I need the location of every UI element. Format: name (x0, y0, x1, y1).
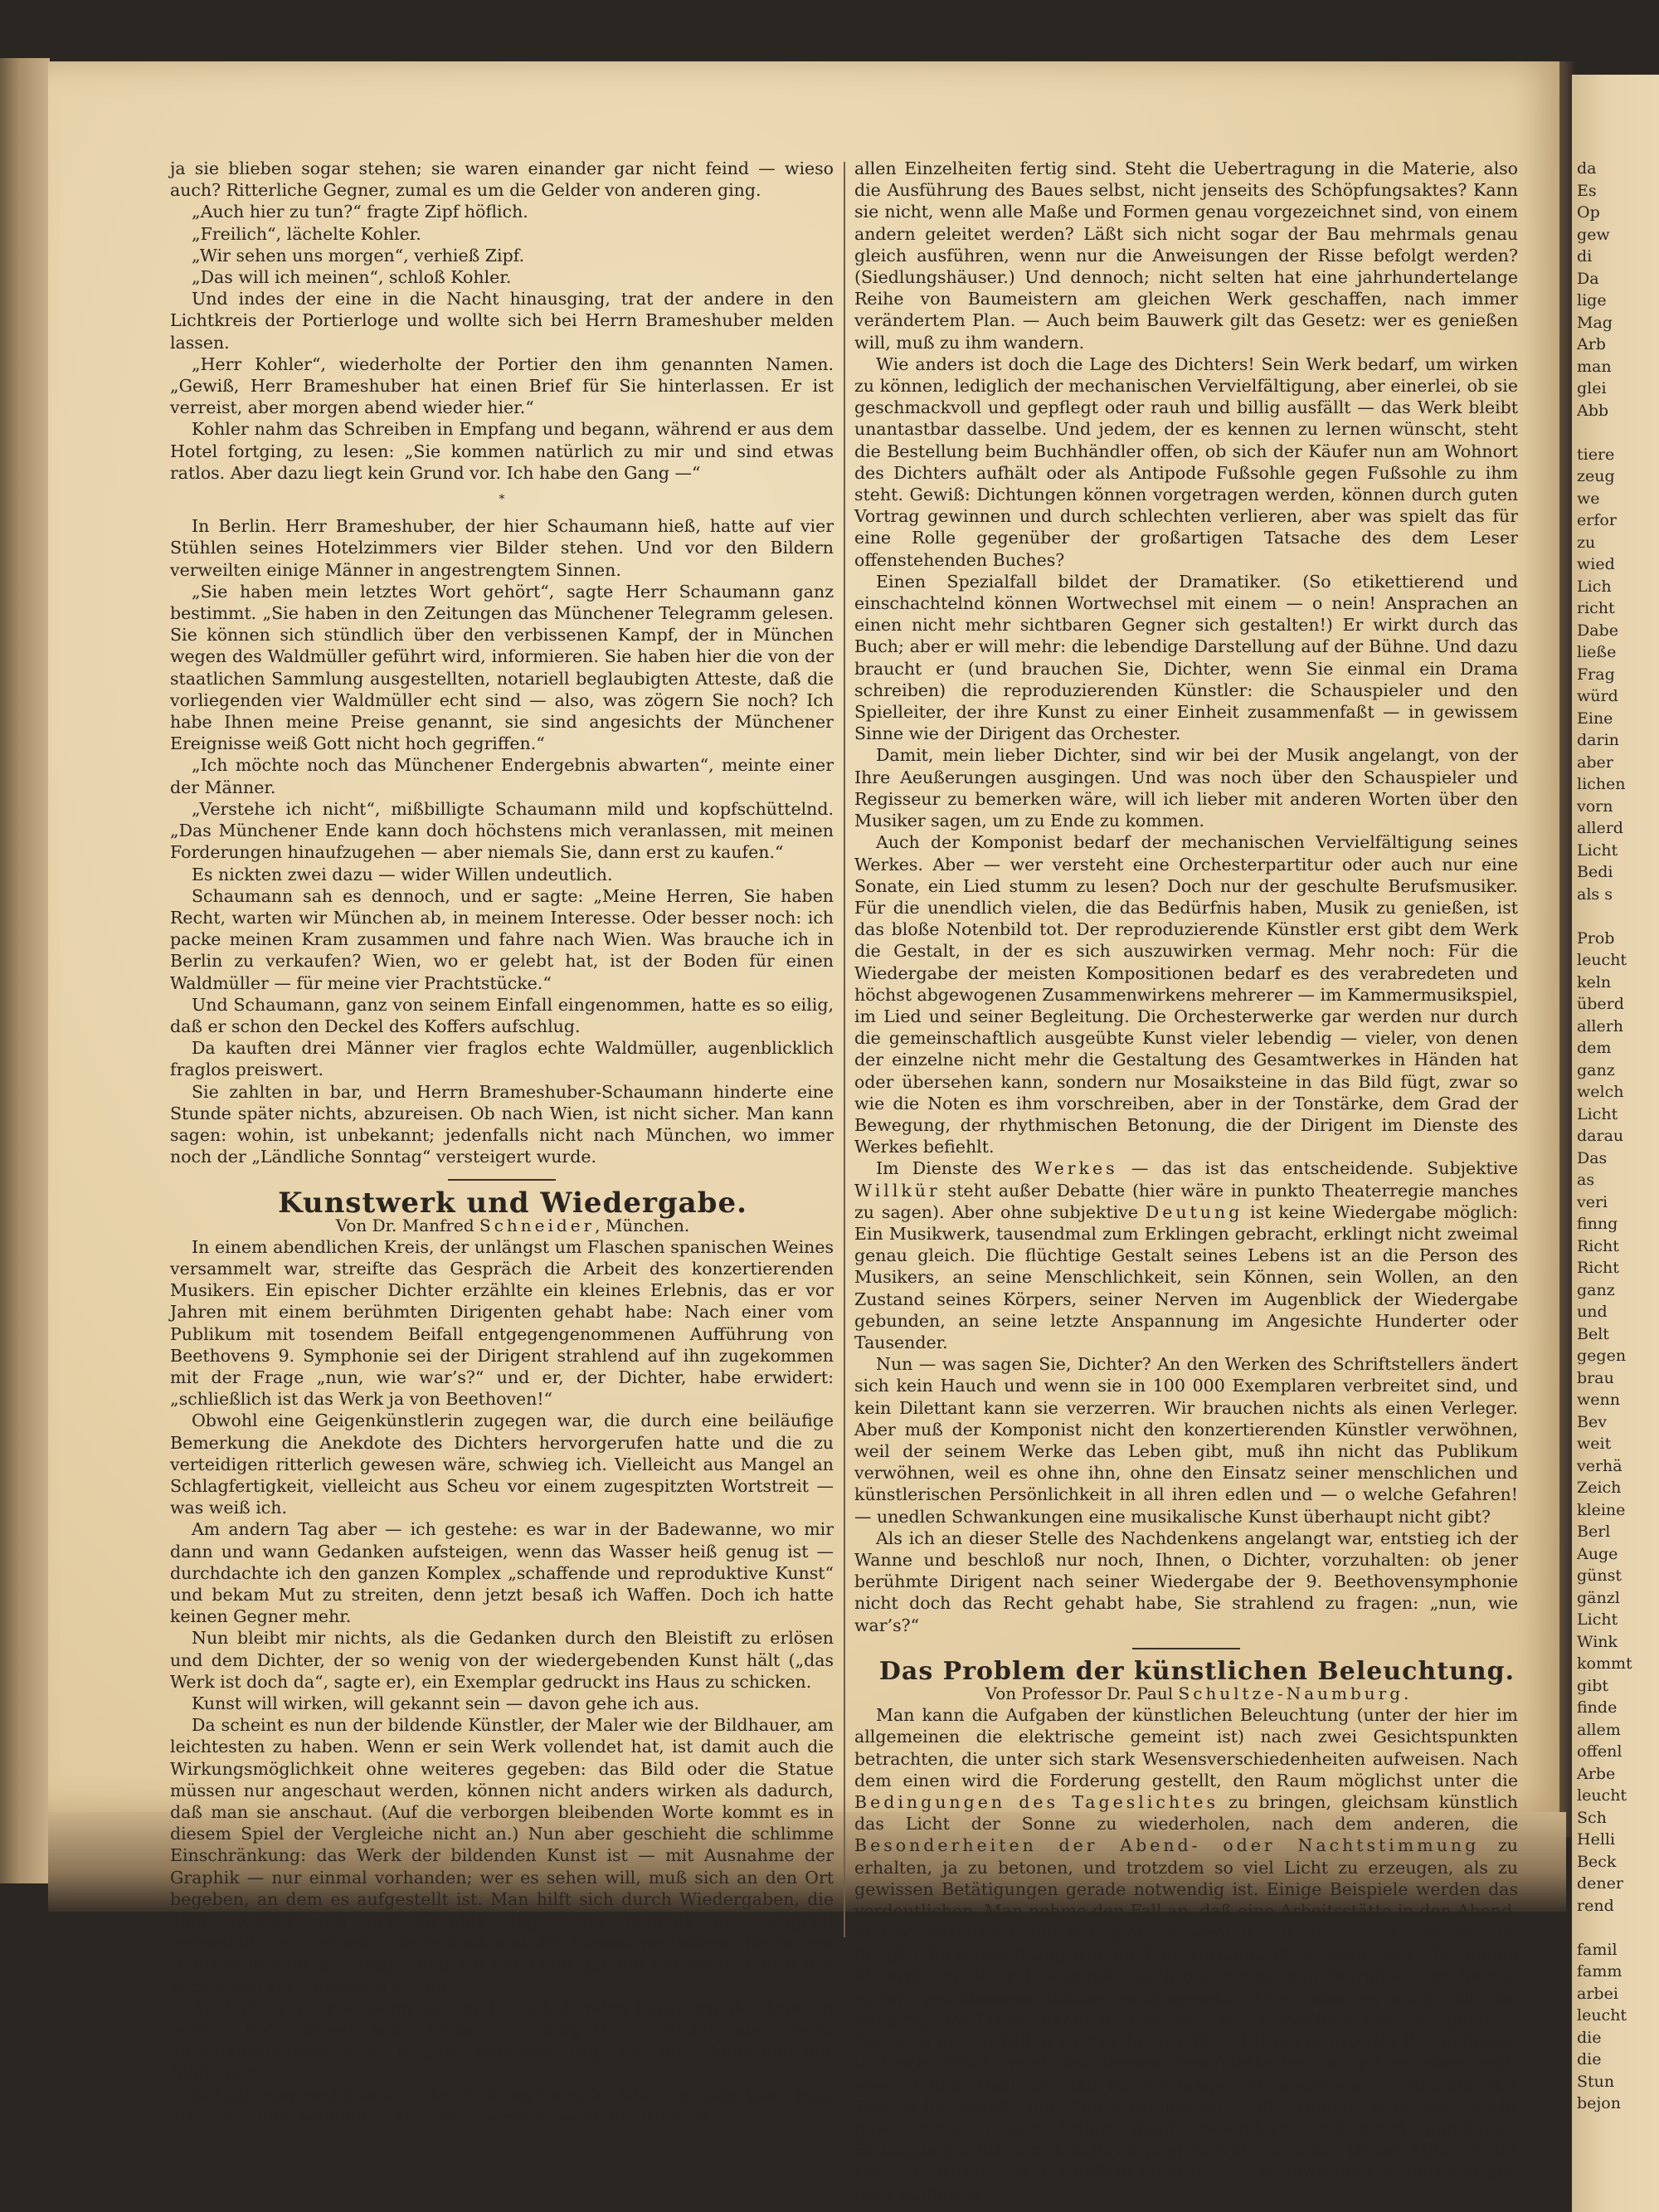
next-page-line: Eine (1577, 709, 1613, 728)
article-paragraph: Am andern Tag aber — ich gestehe: es war in der Badewanne, wo mir dann und wann Gedanken aufsteigen, wenn das Wasser heiß genug ist — durchdachte ich den ganzen Komplex „schaffende und reproduktive Kunst“ und bekam Mut zu streiten, denn jetzt besaß ich Waffen. Doch ich hatte keinen Gegner mehr. (170, 1519, 834, 1627)
next-page-line: Mag (1577, 313, 1613, 332)
byline-prefix: Von Dr. Manfred (335, 1215, 479, 1235)
article-paragraph: „Wir sehen uns morgen“, verhieß Zipf. (192, 245, 525, 266)
article-paragraph: „Freilich“, lächelte Kohler. (192, 223, 421, 244)
left-column (170, 158, 834, 2127)
article-paragraph: Im Dienste des Werkes — das ist das entscheidende. Subjektive Willkür steht außer Debatte (hier wäre in punkto Theaterregie manches zu sagen). Aber ohne subjektive Deutung ist keine Wiedergabe möglich: Ein Musikwerk, tausendmal zum Erklingen gebracht, erklingt nicht zweimal genau gleich. Die flüchtige Gestalt seines Lebens ist an die Person des Musikers, an seine Menschlichkeit, sein Können, sein Wollen, an den Zustand seines Körpers, seiner Nerven im Augenblick der Wiedergabe gebunden, an seine letzte Anspannung im Angesichte Hunderter oder Tausender. (854, 1158, 1519, 1352)
next-page-line: brau (1577, 1368, 1614, 1387)
author-name: Schneider (479, 1215, 596, 1235)
next-page-line: Auge (1577, 1544, 1618, 1563)
next-page-line: Licht (1577, 840, 1618, 860)
byline-suffix: , München. (595, 1215, 690, 1235)
article-paragraph: „Herr Kohler“, wiederholte der Portier den ihm genannten Namen. „Gewiß, Herr Brameshuber hat einen Brief für Sie hinterlassen. Er ist verreist, aber morgen abend wieder hier.“ (170, 353, 834, 418)
next-page-line: Zeich (1577, 1479, 1622, 1497)
next-page-line: aber (1577, 753, 1613, 772)
next-page-line: die (1577, 2028, 1602, 2047)
story-section (170, 515, 834, 1167)
next-page-line: leucht (1577, 951, 1627, 969)
next-page-line: Arbe (1577, 1764, 1616, 1783)
next-page-line: allem (1577, 1720, 1621, 1739)
article-body-kunstwerk (170, 1236, 834, 2127)
next-page-line: vorn (1577, 797, 1613, 816)
next-page-line: Das (1577, 1148, 1608, 1167)
next-page-line: finng (1577, 1215, 1618, 1233)
next-page-line: Prob (1577, 928, 1615, 948)
article-paragraph: Auch der Komponist bedarf der mechanischen Vervielfältigung seines Werkes. Aber — wer versteht eine Orchesterpartitur oder auch nur eine Sonate, ein Lied stumm zu lesen? Doch nur der geschulte Berufsmusiker. Für die unendlich vielen, die das Bedürfnis haben, Musik zu genießen, ist das bloße Notenbild tot. Der reproduzierende Künstler erst gibt dem Werk die Gestalt, in der es sich auszuwirken vermag. Mehr noch: Für die Wiedergabe der meisten Kompositionen bedarf es des verabredeten und höchst abgewogenen Zusammenwirkens mehrerer — im Kammermusikspiel, im Lied und seiner Begleitung. Die Orchesterwerke gar werden nur durch die gemeinschaftlich ausgeübte Kunst vieler lebendig — vieler, von denen der einzelne nicht mehr die Gestaltung des Gesamtwerkes in Händen hat oder übersehen kann, sondern nur Mosaiksteine in das Bild fügt, zwar so wie die Noten es ihm vorschreiben, aber in der Tonstärke, dem Grad der Bewegung, der rhythmischen Betonung, die der Dirigent im Dienste des Werkes befiehlt. (854, 832, 1518, 1157)
article-divider (448, 1179, 556, 1181)
next-page-line (1577, 421, 1659, 444)
next-page-line: darau (1577, 1127, 1624, 1145)
article-paragraph: Wie anders ist doch die Lage des Dichters! Sein Werk bedarf, um wirken zu können, lediglich der mechanischen Vervielfältigung, aber einerlei, ob sie geschmackvoll und gepflegt oder rauh und billig ausfällt — das Werk bleibt unantastbar dasselbe. Und jedem, der es kennen zu lernen wünscht, steht die Bestellung beim Buchhändler offen, ob sich der Käufer nun am Wohnort des Dichters aufhält oder als Antipode Fußsohle gegen Fußsohle zu ihm steht. Gewiß: Dichtungen können vorgetragen werden, können durch guten Vortrag gewinnen und durch schlechten verlieren, aber was spielt das für eine Rolle gegenüber der großartigen Tatsache des dem Leser offenstehenden Buches? (854, 353, 1518, 570)
article-paragraph: „Ich möchte noch das Münchener Endergebnis abwarten“, meinte einer der Männer. (170, 755, 834, 797)
next-page-line: Helli (1577, 1830, 1616, 1849)
story-continuation (170, 158, 834, 484)
next-page-line: Wink (1577, 1632, 1618, 1651)
next-page-line: welch (1577, 1083, 1624, 1101)
next-page-line: richt (1577, 599, 1615, 617)
next-page-line: und (1577, 1303, 1608, 1321)
article-title-kunstwerk: Kunstwerk und Wiedergabe. (278, 1186, 747, 1220)
article-byline-beleuchtung: Von Professor Dr. Paul Schultze-Naumburg. (985, 1683, 1409, 1704)
next-page-line: famm (1577, 1962, 1623, 1981)
next-page-text (1572, 75, 1659, 2115)
next-page-line: bejon (1577, 2094, 1621, 2112)
next-page-line: die (1577, 2050, 1602, 2068)
column-divider (844, 162, 845, 1937)
article-paragraph: Man kann die Aufgaben der künstlichen Beleuchtung (unter der hier im allgemeinen die elektrische gemeint ist) nach zwei Gesichtspunkten betrachten, die unter sich stark Wesensverschiedenheiten aufweisen. Nach dem einen wird die Forderung gestellt, den Raum möglichst unter die Bedingungen des Tageslichtes zu bringen, gleichsam künstlich das Licht der Sonne zu wiederholen, nach dem anderen, die Besonderheiten der Abend- oder Nachtstimmung zu erhalten, ja zu betonen, und trotzdem so viel Licht zu erzeugen, als zu gewissen Betätigungen gerade notwendig ist. Einige Beispiele werden das verdeutlichen. Man nehme den Fall an, daß eine Arbeitsstätte in den Abend- und Nachtzeiten benutzbar gemacht werden soll, und der Arbeitsvorgang die gleiche Beleuchtung wie am Tage verlangt. Dies könnte etwa bei einem Maleratelier der Fall sein oder auch bei technischen Betrieben. Bei beiden wären geschlossene Räume vorausgesetzt. Oder aber es kann sich um Vorgänge im Freien handeln, also etwa das Beleuchten eines Bauplatzes. Bei allen diesen Fällen ist das Tageslicht selbst die günstigste Beleuchtung, und sein Ersatz wird also dessen Besonderheiten, so gut es eben geht, wiederholen. Dadurch, daß bei Vorgängen in geschlossenen Räumen das Tageslicht durch die Fensteröffnungen fällt, richtet man das Licht gewissermaßen und bringt damit besondere und meist günstigere Bedingungen für den Arbeitsvorgang hervor, als unter freiem Himmel der Fall sein würde, wo das diffuse Licht die Schattenwirkung beeinträchtigen oder aufheben, (854, 1705, 1519, 2204)
next-page-line: Berl (1577, 1523, 1611, 1541)
article-paragraph: Nun bleibt mir nichts, als die Gedanken durch den Bleistift zu erlösen und dem Dichter, der so wenig von der wiedergebenden Kunst hält („das Werk ist doch da“, sagte er), ein Exemplar gedruckt ins Haus zu schicken. (170, 1628, 834, 1692)
next-page-line: Belt (1577, 1324, 1609, 1343)
next-page-line: als s (1577, 884, 1613, 904)
next-page-line: verhä (1577, 1456, 1623, 1475)
article-paragraph: Da kauften drei Männer vier fraglos echte Waldmüller, augenblicklich fraglos preiswert. (170, 1038, 834, 1080)
article-paragraph: Sie zahlten in bar, und Herrn Brameshuber-Schaumann hinderte eine Stunde später nichts, abzureisen. Ob nach Wien, ist nicht sicher. Man kann sagen: wohin, ist unbekannt; jedenfalls nicht nach München, wo immer noch der „Ländliche Sonntag“ versteigert wurde. (170, 1081, 834, 1167)
article-paragraph: Damit, mein lieber Dichter, sind wir bei der Musik angelangt, von der Ihre Aeußerungen ausgingen. Und was noch über den Schauspieler und Regisseur zu bemerken wäre, will ich lieber mit anderen Worten über den Musiker sagen, um zu Ende zu kommen. (854, 745, 1518, 831)
next-page-line: überd (1577, 995, 1624, 1013)
next-page-line: ganz (1577, 1280, 1615, 1299)
article-paragraph: „Das will ich meinen“, schloß Kohler. (192, 267, 512, 288)
next-page-line: Da (1577, 269, 1599, 288)
article-paragraph: Als ich an dieser Stelle des Nachdenkens angelangt war, entstieg ich der Wanne und beschloß nur noch, Ihnen, o Dichter, vorzuhalten: ob jener berühmte Dirigent nach seiner Wiedergabe der 9. Beethovensymphonie nicht doch das Recht gehabt habe, Sie strahlend zu fragen: „nun, wie war’s?“ (854, 1527, 1518, 1635)
next-page-line: erfor (1577, 511, 1617, 529)
article-paragraph: „Auch hier zu tun?“ fragte Zipf höflich. (192, 202, 528, 222)
next-page-line: Bedi (1577, 863, 1613, 881)
next-page-line: Bev (1577, 1412, 1607, 1431)
next-page-line: wenn (1577, 1391, 1620, 1409)
next-page-line: finde (1577, 1698, 1618, 1717)
next-page-line: zu (1577, 533, 1596, 552)
article-paragraph: Nun — was sagen Sie, Dichter? An den Werken des Schriftstellers ändert sich kein Hauch und wenn sie in 100 000 Exemplaren verbreitet sind, und kein Dilettant kann sie verzerren. Wir brauchen nichts als einen Verleger. Aber muß der Komponist nicht den konzertierenden Künstler verwöhnen, weil der seinem Werke das Leben gibt, muß ihn nicht das Publikum verwöhnen, weil es ohne ihn, ohne den Einsatz seiner menschlichen und künstlerischen Persönlichkeit in all ihren edlen und — o welche Gefahren! — unedlen Schwankungen eine musikalische Kunst überhaupt nicht gibt? (854, 1354, 1518, 1527)
next-page-line: di (1577, 247, 1593, 266)
next-page-line: zeug (1577, 467, 1615, 485)
article-paragraph: Schwieriger gestaltet sich das Problem beim Architekten. Sein Werk muß als in der Idee vollendet angesehen werden, wenn die Risse in (170, 2084, 834, 2127)
article-paragraph: Und Schaumann, ganz von seinem Einfall eingenommen, hatte es so eilig, daß er schon den Deckel des Koffers aufschlug. (170, 994, 834, 1036)
next-page-line: leucht (1577, 1786, 1627, 1805)
next-page-line: Abb (1577, 401, 1609, 420)
article-paragraph: Obwohl eine Geigenkünstlerin zugegen war, die durch eine beiläufige Bemerkung die Anekdote des Dichters hervorgerufen hatte und die zu verteidigen ritterlich gewesen wäre, schwieg ich. Vielleicht aus Mangel an Schlagfertigkeit, vielleicht aus Scheu vor einem zugespitzten Wortstreit — was weiß ich. (170, 1411, 834, 1518)
next-page-line: würd (1577, 687, 1618, 705)
article-paragraph: Kunst will wirken, will gekannt sein — davon gehe ich aus. (192, 1693, 700, 1714)
next-page-line: Licht (1577, 1104, 1618, 1123)
article-divider (1132, 1648, 1240, 1649)
next-page-line: kleine (1577, 1500, 1626, 1519)
next-page-line: Richt (1577, 1259, 1619, 1277)
next-page-line: dem (1577, 1039, 1612, 1057)
next-page-line: man (1577, 357, 1612, 376)
next-page-line: leucht (1577, 2006, 1627, 2024)
next-page-line: Es (1577, 181, 1597, 200)
next-page-line: lige (1577, 291, 1607, 309)
next-page-line: allerd (1577, 819, 1623, 837)
next-page-line: Lich (1577, 577, 1612, 596)
book-edge (0, 58, 50, 1883)
next-page-line: ließe (1577, 643, 1617, 661)
next-page-line: as (1577, 1171, 1595, 1189)
article-paragraph: In einem abendlichen Kreis, der unlängst um Flaschen spanischen Weines versammelt war, streifte das Gespräch die Arbeit des konzertierenden Musikers. Ein epischer Dichter erzählte ein kleines Erlebnis, das er vor Jahren mit einem berühmten Dirigenten gehabt habe: Nach einer vom Publikum mit tosendem Beifall entgegengenommenen Aufführung von Beethovens 9. Symphonie sei der Dirigent strahlend auf ihn zugekommen mit der Frage „nun, wie war’s?“ und er, der Dichter, habe erwidert: „schließlich ist das Werk ja von Beethoven!“ (170, 1236, 834, 1410)
next-page-line: Richt (1577, 1236, 1619, 1255)
next-page-line: Op (1577, 203, 1600, 222)
next-page-line: veri (1577, 1192, 1608, 1211)
next-page-line: Frag (1577, 665, 1615, 684)
article-paragraph: Einen Spezialfall bildet der Dramatiker. (So etikettierend und einschachtelnd können Wortwechsel mit einem — o nein! Ansprachen an einen nicht mehr sichtbaren Gegner sich gestalten!) Er wirkt durch das Buch; aber er will mehr: die lebendige Darstellung auf der Bühne. Und dazu braucht er (und brauchen Sie, Dichter, wenn Sie einmal ein Drama schreiben) die reproduzierenden Künstler: die Schauspieler und den Spielleiter, der ihre Kunst zu einer Einheit zusammenfaßt — in gewissem Sinne wie der Dirigent das Orchester. (854, 571, 1518, 744)
next-page-line: gibt (1577, 1676, 1609, 1695)
next-page-line: ganz (1577, 1060, 1615, 1079)
next-page-line: famil (1577, 1940, 1618, 1959)
right-column (854, 158, 1518, 2205)
article-paragraph: Es nickten zwei dazu — wider Willen undeutlich. (192, 864, 613, 884)
next-page-line: arbei (1577, 1984, 1618, 2003)
next-page-line: Stun (1577, 2072, 1615, 2091)
next-page-line: we (1577, 489, 1600, 508)
article-paragraph: Auch der Tänzer — wenn wir ihn den schaffenden Künstlern gleichstellen wollen (er vermag kein bleibendes, körperlich feststehendes Werk hervorzubringen!) — ist in ganz ähnlicher Lage wie der Maler und der Bildhauer. (170, 1997, 834, 2083)
section-separator: * (499, 493, 505, 507)
next-page-line: allerh (1577, 1016, 1624, 1035)
article-paragraph: In Berlin. Herr Brameshuber, der hier Schaumann hieß, hatte auf vier Stühlen seines Hotelzimmers vier Bilder stehen. Und vor den Bildern verweilten einige Männer in angestrengtem Sinnen. (170, 516, 834, 580)
next-page-line: lichen (1577, 775, 1626, 793)
next-page-line (1577, 905, 1659, 928)
next-page-line: glei (1577, 379, 1607, 397)
article-paragraph: „Sie haben mein letztes Wort gehört“, sagte Herr Schaumann ganz bestimmt. „Sie haben in den Zeitungen das Münchener Telegramm gelesen. Sie können sich stündlich über den verbissenen Kampf, der in München wegen des Waldmüller geführt wird, informieren. Sie haben hier die von der staatlichen Sammlung ausgestellten, notariell beglaubigten Atteste, daß die vorliegenden vier Waldmüller echt sind — also, was zögern Sie noch? Ich habe Ihnen meine Preise genannt, sie sind angesichts der Münchener Ereignisse weiß Gott nicht hoch gegriffen.“ (170, 581, 834, 754)
next-page-line: Licht (1577, 1610, 1618, 1629)
next-page-fragment (1572, 75, 1659, 2212)
article-title-beleuchtung: Das Problem der künstlichen Beleuchtung. (878, 1656, 1515, 1686)
next-page-line: wied (1577, 555, 1615, 573)
article-paragraph: Da scheint es nun der bildende Künstler, der Maler wie der Bildhauer, am leichtesten zu haben. Wenn er sein Werk vollendet hat, ist damit auch die Wirkungsmöglichkeit ohne weiteres gegeben: das Bild oder die Statue müssen nur angeschaut werden, können nicht anders wirken als dadurch, daß man sie anschaut. (Auf die verborgen bleibenden Worte kommt es in diesem Spiel der Vergleiche nicht an.) Nun aber geschieht die schlimme Einschränkung: das Werk der bildenden Kunst ist — mit Ausnahme der Graphik — nur einmal vorhanden; wer es sehen will, muß sich an den Ort begeben, an dem es aufgestellt ist. Man hilft sich durch Wiedergaben, die aber (wieder von der Graphik abgesehen) niemals das Original vervielfältigen, vielmehr die Technik und das Format verändern, die Farben reduzieren oder beseitigen und bei Plastiken gar die entscheidende dritte Dimension verschwinden lassen. (170, 1715, 834, 1996)
next-page-line: weit (1577, 1435, 1612, 1453)
next-page-line: günst (1577, 1566, 1623, 1585)
next-page-line: rend (1577, 1896, 1614, 1915)
article-paragraph: ja sie blieben sogar stehen; sie waren einander gar nicht feind — wieso auch? Ritterliche Gegner, zumal es um die Gelder von anderen ging. (170, 158, 834, 201)
next-page-line: darin (1577, 731, 1619, 749)
next-page-line: Arb (1577, 335, 1606, 353)
article-paragraph: Und indes der eine in die Nacht hinausging, trat der andere in den Lichtkreis der Portierloge und wollte sich bei Herrn Brameshuber melden lassen. (170, 289, 834, 353)
article-paragraph: „Verstehe ich nicht“, mißbilligte Schaumann mild und kopfschüttelnd. „Das Münchener Ende kann doch höchstens mich veranlassen, mit meinen Forderungen hinaufzugehen — aber niemals Sie, dann erst zu kaufen.“ (170, 798, 834, 863)
next-page-line: gegen (1577, 1347, 1627, 1365)
article-closing (854, 1353, 1518, 1636)
next-page-line: offenl (1577, 1742, 1623, 1761)
article-paragraph: Kohler nahm das Schreiben in Empfang und begann, während er aus dem Hotel fortging, zu lesen: „Sie kommen natürlich zu mir und sind etwas ratlos. Aber dazu liegt kein Grund vor. Ich habe den Gang —“ (170, 419, 834, 483)
next-page-line: Beck (1577, 1852, 1617, 1871)
next-page-line: keln (1577, 972, 1612, 992)
next-page-line (1577, 1917, 1659, 1939)
next-page-line: dener (1577, 1874, 1623, 1893)
next-page-line: tiere (1577, 445, 1615, 464)
next-page-line: kommt (1577, 1654, 1632, 1673)
article-paragraph: allen Einzelheiten fertig sind. Steht die Uebertragung in die Materie, also die Ausführung des Baues selbst, nicht jenseits des Schöpfungsaktes? Kann sie nicht, wenn alle Maße und Formen genau vorgezeichnet sind, von einem andern geleitet werden? Läßt sich nicht sogar der Bau mehrmals genau gleich ausführen, wenn nur die Anweisungen der Risse befolgt werden? (Siedlungshäuser.) Und dennoch; nicht selten hat eine jahrhundertelange Reihe von Baumeistern am gleichen Werk geschaffen, nach immer verändertem Plan. — Auch beim Bauwerk gilt das Gesetz: wer es genießen will, muß zu ihm wandern. (854, 158, 1518, 353)
next-page-line: Sch (1577, 1808, 1607, 1827)
next-page-line: gänzl (1577, 1588, 1620, 1607)
next-page-line: Dabe (1577, 621, 1618, 640)
next-page-line: gew (1577, 225, 1610, 244)
article-paragraph: Schaumann sah es dennoch, und er sagte: „Meine Herren, Sie haben Recht, warten wir München ab, in meinem Interesse. Oder besser noch: ich packe meinen Kram zusammen und fahre nach Wien. Was brauche ich in Berlin zu verkaufen? Wien, wo er gelebt hat, ist der Boden für einen Waldmüller — für meine vier Prachtstücke.“ (170, 885, 834, 993)
article-body-continued (854, 158, 1518, 1157)
next-page-line: da (1577, 159, 1597, 178)
